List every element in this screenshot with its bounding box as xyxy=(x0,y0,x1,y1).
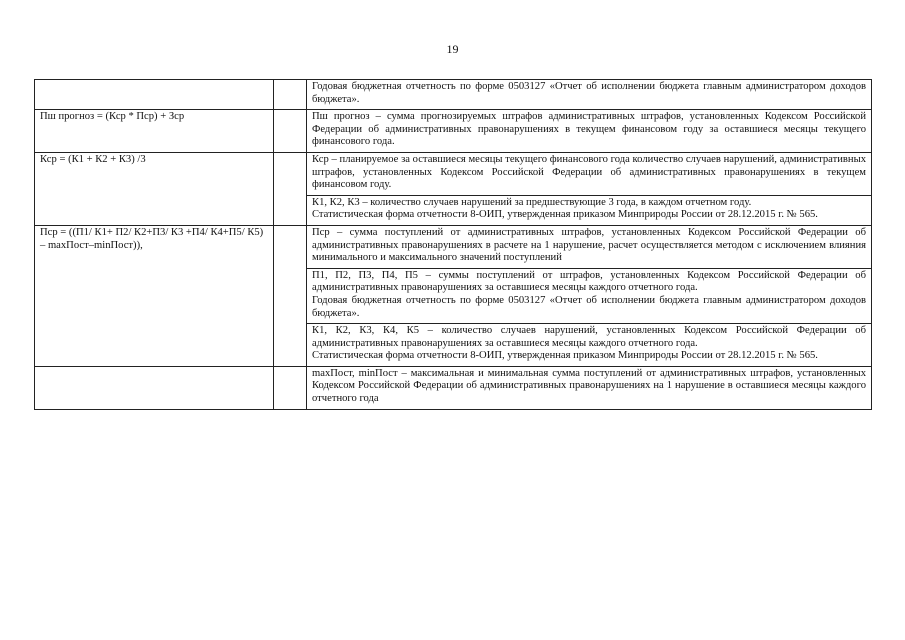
table-row xyxy=(35,366,872,409)
description-text: Пш прогноз – сумма прогнозируемых штрафов административных штрафов, установленных Кодексом Российской Федерации об административных правонарушениях в текущем финансовом году за оставшиеся месяцы текущего финансового года. xyxy=(312,111,866,148)
spacer-cell xyxy=(274,110,307,153)
source-text: Статистическая форма отчетности 8-ОИП, утвержденная приказом Минприроды России от 28.12.2015 г. № 565. xyxy=(312,209,818,221)
table-row xyxy=(35,80,872,110)
formula-cell xyxy=(35,80,274,110)
description-cell xyxy=(307,195,872,225)
description-text: Годовая бюджетная отчетность по форме 0503127 «Отчет об исполнении бюджета главным администратором доходов бюджета». xyxy=(312,81,866,105)
description-cell xyxy=(307,152,872,195)
source-text: Годовая бюджетная отчетность по форме 0503127 «Отчет об исполнении бюджета главным администратором доходов бюджета». xyxy=(312,294,866,319)
description-text: Пср – сумма поступлений от административных штрафов, установленных Кодексом Российской Федерации об административных правонарушениях в расчете на 1 нарушение, расчет осуществляется методом с исключением влияния минимального и максимального значений поступлений xyxy=(312,226,866,264)
table-row xyxy=(35,152,872,195)
description-cell xyxy=(307,80,872,110)
table-row xyxy=(35,110,872,153)
description-cell xyxy=(307,366,872,409)
formula-cell: Пср = ((П1/ К1+ П2/ К2+П3/ К3 +П4/ К4+П5/ К5) – maxПост–minПост)), xyxy=(35,225,274,366)
description-text: П1, П2, П3, П4, П5 – суммы поступлений от штрафов, установленных Кодексом Российской Федерации об административных правонарушениях за оставшиеся месяцы каждого отчетного года. xyxy=(312,269,866,294)
source-text: Статистическая форма отчетности 8-ОИП, утвержденная приказом Минприроды России от 28.12.2015 г. № 565. xyxy=(312,350,818,362)
formula-cell: Кср = (К1 + К2 + К3) /3 xyxy=(35,152,274,225)
description-text: К1, К2, К3, К4, К5 – количество случаев нарушений, установленных Кодексом Российской Федерации об административных правонарушениях за оставшиеся месяцы каждого отчетного года. xyxy=(312,325,866,349)
formula-cell: Пш прогноз = (Кср * Пср) + Зср xyxy=(35,110,274,153)
page-number: 19 xyxy=(446,42,459,56)
spacer-cell xyxy=(274,366,307,409)
spacer-cell xyxy=(274,225,307,366)
description-text: К1, К2, К3 – количество случаев нарушений за предшествующие 3 года, в каждом отчетном году. xyxy=(312,196,752,208)
formula-cell xyxy=(35,366,274,409)
spacer-cell xyxy=(274,80,307,110)
description-cell xyxy=(307,324,872,367)
methodology-table xyxy=(34,79,872,410)
description-cell xyxy=(307,268,872,323)
spacer-cell xyxy=(274,152,307,225)
table-row xyxy=(35,225,872,268)
description-cell xyxy=(307,110,872,153)
description-text: Кср – планируемое за оставшиеся месяцы текущего финансового года количество случаев нарушений, административных штрафов, установленных Кодексом Российской Федерации об административных правонарушениях в текущем финансовом году. xyxy=(312,153,866,191)
description-text: maxПост, minПост – максимальная и минимальная сумма поступлений от административных штрафов, установленных Кодексом Российской Федерации об административных правонарушениях на 1 нарушение в оставшиеся месяцы каждого отчетного года xyxy=(312,367,866,405)
description-cell xyxy=(307,225,872,268)
